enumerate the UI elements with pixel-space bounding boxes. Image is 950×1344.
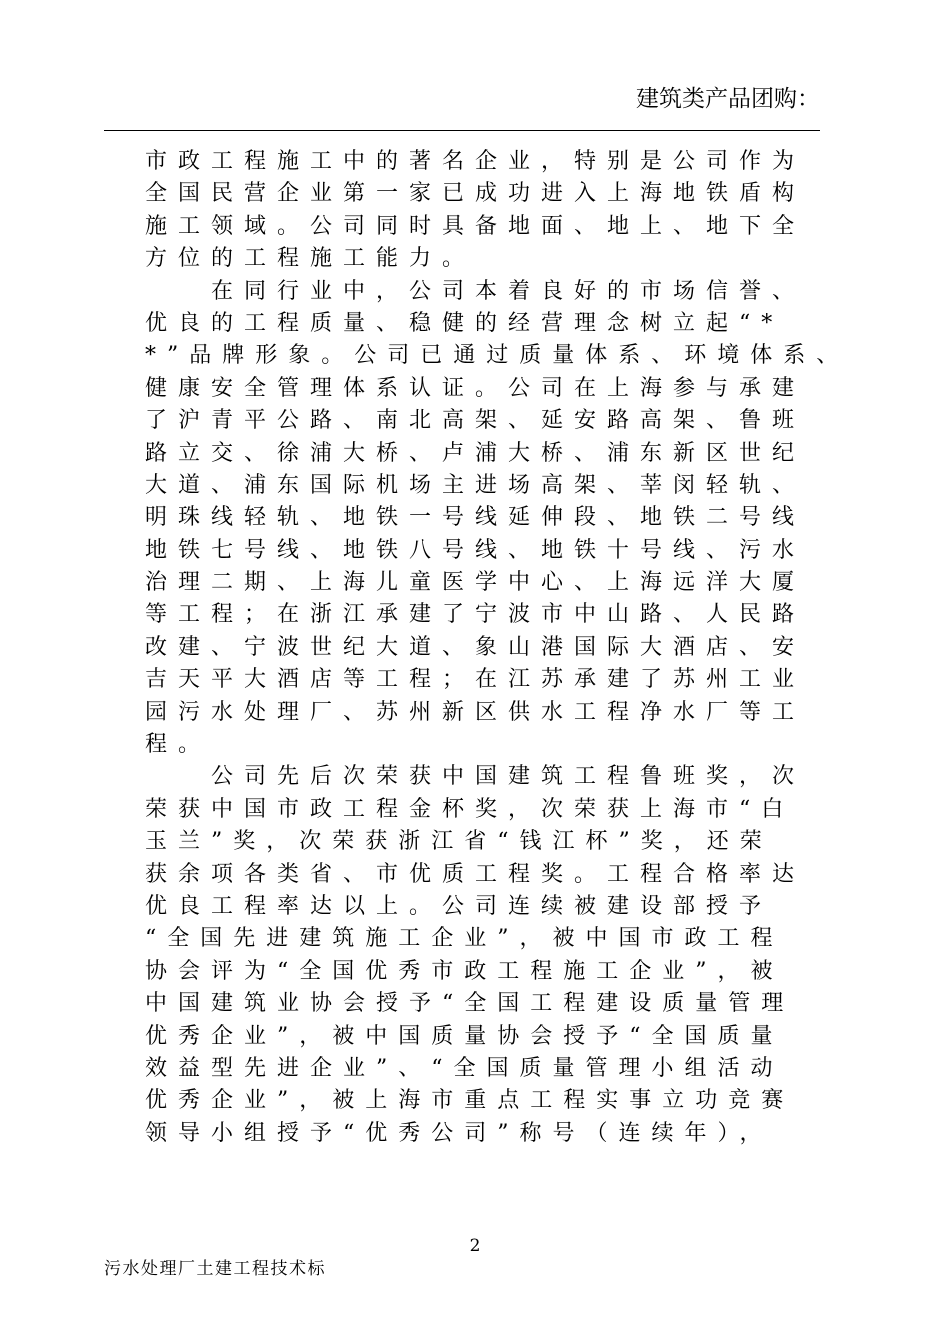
header-divider [104, 130, 820, 131]
body-line: 全国民营企业第一家已成功进入上海地铁盾构 [145, 181, 806, 207]
body-line: *”品牌形象。公司已通过质量体系、环境体系、 [145, 343, 850, 369]
page-number: 2 [469, 1236, 481, 1256]
body-line: 优秀企业”，被上海市重点工程实事立功竞赛 [145, 1088, 795, 1114]
body-line: 治理二期、上海儿童医学中心、上海远洋大厦 [145, 570, 806, 596]
body-line: 了沪青平公路、南北高架、延安路高架、鲁班 [145, 408, 806, 434]
body-line: 方位的工程施工能力。 [145, 246, 476, 272]
body-line: 健康安全管理体系认证。公司在上海参与承建 [145, 375, 806, 401]
body-line: 市政工程施工中的著名企业，特别是公司作为 [145, 149, 806, 174]
body-line: 优良工程率达以上。公司连续被建设部授予 [145, 893, 773, 919]
body-line: 路立交、徐浦大桥、卢浦大桥、浦东新区世纪 [145, 440, 806, 466]
body-line: 吉天平大酒店等工程；在江苏承建了苏州工业 [145, 667, 806, 693]
body-line: 园污水处理厂、苏州新区供水工程净水厂等工 [145, 699, 806, 725]
body-line: 效益型先进企业”、“全国质量管理小组活动 [145, 1055, 784, 1081]
body-line: “全国先进建筑施工企业”，被中国市政工程 [145, 926, 784, 952]
body-line: 优良的工程质量、稳健的经营理念树立起“* [145, 310, 784, 336]
body-line: 在同行业中，公司本着良好的市场信誉、 [211, 278, 806, 304]
body-line: 中国建筑业协会授予“全国工程建设质量管理 [145, 991, 795, 1017]
body-line: 获余项各类省、市优质工程奖。工程合格率达 [145, 861, 806, 887]
body-line: 改建、宁波世纪大道、象山港国际大酒店、安 [145, 634, 806, 660]
body-line: 公司先后次荣获中国建筑工程鲁班奖，次 [211, 764, 806, 790]
body-line: 玉兰”奖，次荣获浙江省“钱江杯”奖，还荣 [145, 829, 773, 855]
body-line: 荣获中国市政工程金杯奖，次荣获上海市“白 [145, 796, 795, 822]
body-line: 等工程；在浙江承建了宁波市中山路、人民路 [145, 602, 806, 628]
body-line: 领导小组授予“优秀公司”称号（连续年）， [145, 1120, 773, 1146]
body-line: 大道、浦东国际机场主进场高架、莘闵轻轨、 [145, 472, 806, 498]
page-header-title: 建筑类产品团购： [636, 86, 820, 112]
body-text [145, 146, 850, 1150]
body-line: 施工领域。公司同时具备地面、地上、地下全 [145, 213, 806, 239]
body-line: 优秀企业”，被中国质量协会授予“全国质量 [145, 1023, 784, 1049]
body-line: 地铁七号线、地铁八号线、地铁十号线、污水 [145, 537, 806, 563]
page-footer-title: 污水处理厂土建工程技术标 [104, 1259, 326, 1279]
body-line: 程。 [145, 732, 212, 758]
body-line: 明珠线轻轨、地铁一号线延伸段、地铁二号线 [145, 505, 806, 531]
body-line: 协会评为“全国优秀市政工程施工企业”，被 [145, 958, 784, 984]
